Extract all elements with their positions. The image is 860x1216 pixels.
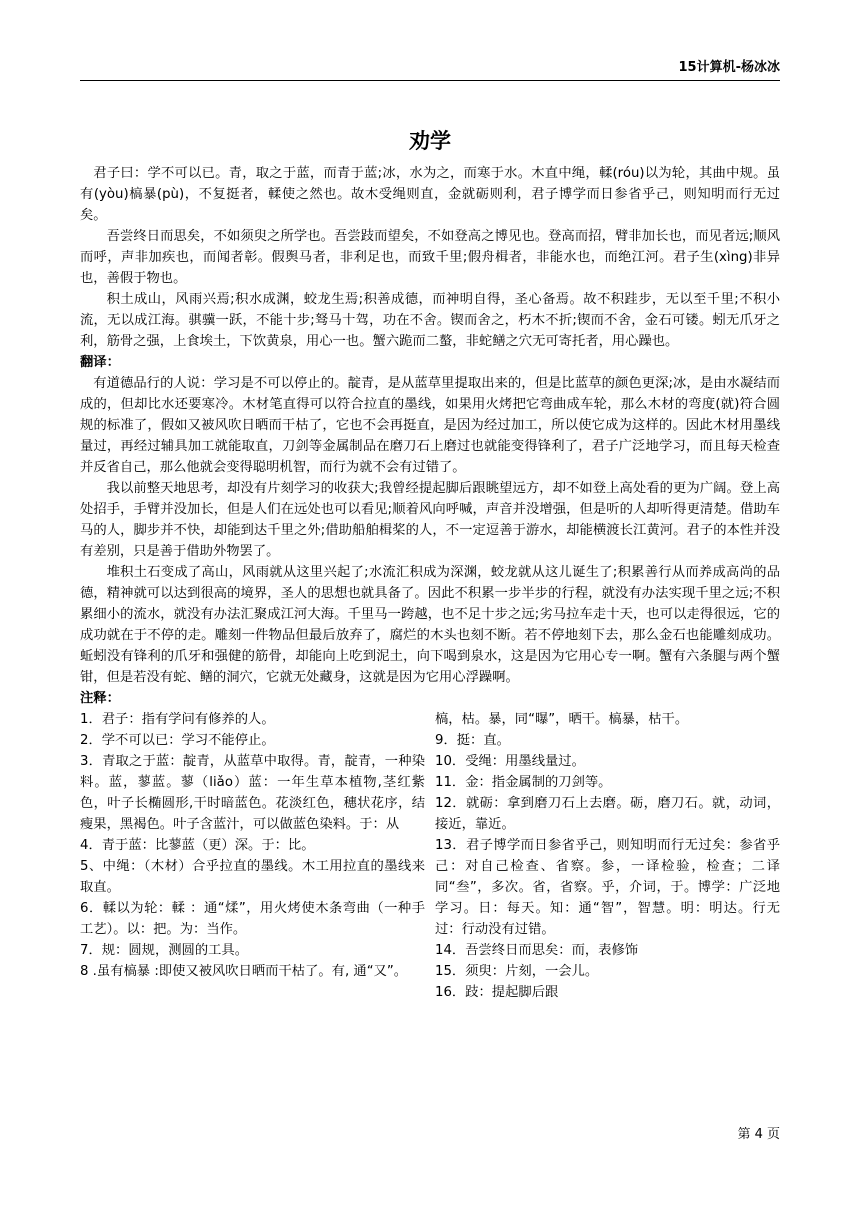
note-item: 7．规：圆规，测圆的工具。 bbox=[80, 943, 249, 958]
note-item: 11．金：指金属制的刀剑等。 bbox=[435, 775, 612, 790]
translation-paragraph: 有道德品行的人说：学习是不可以停止的。靛青，是从蓝草里提取出来的，但是比蓝草的颜色更深;冰，是由水凝结而成的，但却比水还要寒冷。木材笔直得可以符合拉直的墨线，如果用火烤把它弯曲成车轮，那么木材的弯度(就)符合圆规的标准了，假如又被风吹日晒而干枯了，它也不会再挺直，是因为经过加工，所以使它成为这样的。因此木材用墨线量过，再经过辅具加工就能取直，刀剑等金属制品在磨刀石上磨过也就能变得锋利了，君子广泛地学习，而且每天检查并反省自己，那么他就会变得聪明机智，而行为就不会有过错了。 bbox=[80, 376, 780, 475]
note-item: 4．青于蓝：比蓼蓝（更）深。于：比。 bbox=[80, 838, 315, 853]
note-item: 1．君子：指有学问有修养的人。 bbox=[80, 712, 275, 727]
original-paragraph: 吾尝终日而思矣，不如须臾之所学也。吾尝跂而望矣，不如登高之博见也。登高而招，臂非加长也，而见者远;顺风而呼，声非加疾也，而闻者彰。假舆马者，非利足也，而致千里;假舟楫者，非能水也，而绝江河。君子生(xìng)非异也，善假于物也。 bbox=[80, 229, 780, 286]
note-item: 16．跂：提起脚后跟 bbox=[435, 985, 559, 1000]
translation-paragraph: 我以前整天地思考，却没有片刻学习的收获大;我曾经提起脚后跟眺望远方，却不如登上高处看的更为广阔。登上高处招手，手臂并没加长，但是人们在远处也可以看见;顺着风向呼喊，声音并没增强，但是听的人却听得更清楚。借助车马的人，脚步并不快，却能到达千里之外;借助船舶楫桨的人，不一定逗善于游水，却能横渡长江黄河。君子的本性并没有差别，只是善于借助外物罢了。 bbox=[80, 481, 780, 559]
translation-paragraph: 堆积土石变成了高山，风雨就从这里兴起了;水流汇积成为深渊，蛟龙就从这儿诞生了;积累善行从而养成高尚的品德，精神就可以达到很高的境界，圣人的思想也就具备了。因此不积累一步半步的行程，就没有办法实现千里之远;不积累细小的流水，就没有办法汇聚成江河大海。千里马一跨越，也不足十步之远;劣马拉车走十天，也可以走得很远，它的成功就在于不停的走。雕刻一件物品但最后放弃了，腐烂的木头也刻不断。若不停地刻下去，那么金石也能雕刻成功。蚯蚓没有锋利的爪牙和强健的筋骨，却能向上吃到泥土，向下喝到泉水，这是因为它用心专一啊。蟹有六条腿与两个蟹钳，但是若没有蛇、鳝的洞穴，它就无处藏身，这就是因为它用心浮躁啊。 bbox=[80, 565, 780, 685]
page-number: 第 4 页 bbox=[737, 1127, 780, 1142]
note-item: 10．受绳：用墨线量过。 bbox=[435, 754, 585, 769]
notes-right-column bbox=[435, 709, 780, 1003]
document-body bbox=[80, 163, 780, 1003]
notes-label: 注释： bbox=[80, 691, 120, 706]
note-item: 8 .虽有槁暴 :即使又被风吹日晒而干枯了。有, 通“又”。 bbox=[80, 964, 408, 979]
note-item: 槁，枯。暴，同“曝”，晒干。槁暴，枯干。 bbox=[435, 712, 689, 727]
note-item: 9．挺：直。 bbox=[435, 733, 510, 748]
notes-columns bbox=[80, 709, 780, 1003]
note-item: 14．吾尝终日而思矣：而，表修饰 bbox=[435, 943, 639, 958]
note-item: 15．须臾：片刻，一会儿。 bbox=[435, 964, 599, 979]
note-item: 3．青取之于蓝：靛青，从蓝草中取得。青，靛青，一种染料。蓝，蓼蓝。蓼（liǎo）蓝：一年生草本植物,茎红紫色，叶子长椭圆形,干时暗蓝色。花淡红色，穗状花序，结瘦果，黑褐色。叶子含蓝汁，可以做蓝色染料。于：从 bbox=[80, 754, 425, 832]
page-header bbox=[80, 58, 780, 81]
original-paragraph: 积土成山，风雨兴焉;积水成渊，蛟龙生焉;积善成德，而神明自得，圣心备焉。故不积跬步，无以至千里;不积小流，无以成江海。骐骥一跃，不能十步;驽马十驾，功在不舍。锲而舍之，朽木不折;锲而不舍，金石可镂。蚓无爪牙之利，筋骨之强，上食埃土，下饮黄泉，用心一也。蟹六跪而二螯，非蛇鳝之穴无可寄托者，用心躁也。 bbox=[80, 292, 780, 349]
notes-left-column bbox=[80, 709, 425, 1003]
note-item: 5、中绳：（木材）合乎拉直的墨线。木工用拉直的墨线来取直。 bbox=[80, 859, 425, 895]
note-item: 12．就砺：拿到磨刀石上去磨。砺，磨刀石。就，动词，接近，靠近。 bbox=[435, 796, 780, 832]
translation-label: 翻译： bbox=[80, 355, 120, 370]
original-paragraph: 君子曰：学不可以已。青，取之于蓝，而青于蓝;冰，水为之，而寒于水。木直中绳，輮(róu)以为轮，其曲中规。虽有(yòu)槁暴(pù)，不复挺者，輮使之然也。故木受绳则直，金就砺则利，君子博学而日参省乎己，则知明而行无过矣。 bbox=[80, 166, 780, 223]
header-author: 15计算机-杨冰冰 bbox=[678, 60, 780, 75]
note-item: 6．輮以为轮：輮 ：通“煣”，用火烤使木条弯曲（一种手工艺）。以：把。为：当作。 bbox=[80, 901, 425, 937]
page-title: 劝学 bbox=[409, 129, 451, 153]
note-item: 2．学不可以已：学习不能停止。 bbox=[80, 733, 275, 748]
note-item: 13．君子博学而日参省乎己，则知明而行无过矣：参省乎己：对自己检查、省察。参，一译检验，检查；二译同“叁”，多次。省，省察。乎，介词，于。博学：广泛地学习。日：每天。知：通“智”，智慧。明：明达。行无过：行动没有过错。 bbox=[435, 838, 780, 937]
